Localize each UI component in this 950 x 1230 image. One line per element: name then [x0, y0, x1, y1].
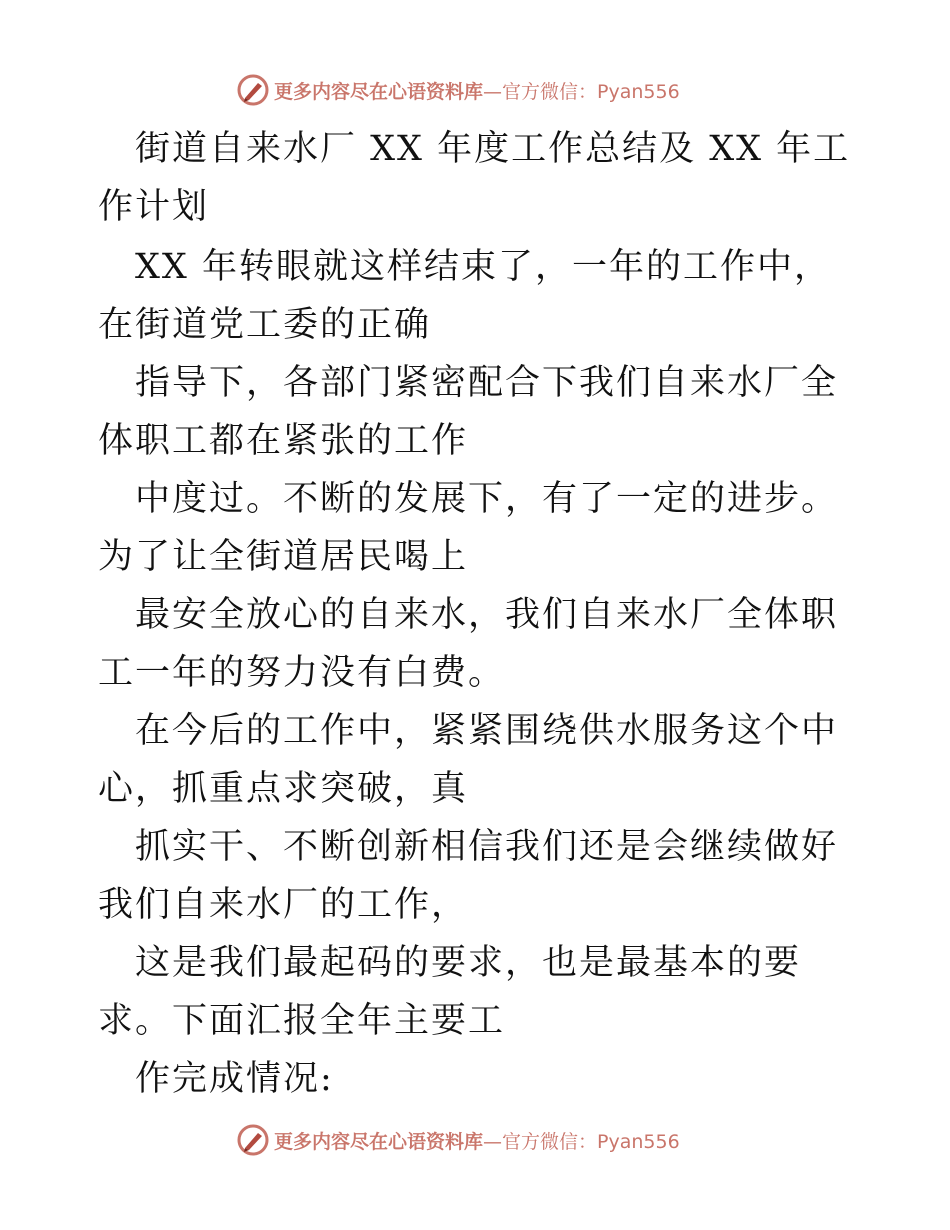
paragraph-2: 指导下，各部门紧密配合下我们自来水厂全体职工都在紧张的工作 [98, 363, 839, 461]
watermark-lead: 更多内容尽在心语资料库 [274, 1130, 484, 1153]
watermark-tail: —官方微信：Pyan556 [483, 80, 680, 103]
paragraph-4: 最安全放心的自来水，我们自来水厂全体职工一年的努力没有白费。 [98, 595, 839, 693]
watermark-text [274, 77, 680, 104]
document-body [98, 120, 858, 1108]
paragraph-7: 这是我们最起码的要求，也是最基本的要求。下面汇报全年主要工 [98, 943, 802, 1041]
footer-watermark-banner [236, 1122, 680, 1158]
watermark-text [274, 1127, 680, 1154]
document-title: 街道自来水厂 XX 年度工作总结及 XX 年工作计划 [98, 129, 851, 227]
watermark-lead: 更多内容尽在心语资料库 [274, 80, 484, 103]
paragraph-8: 作完成情况: [135, 1059, 334, 1099]
paragraph-1: XX 年转眼就这样结束了，一年的工作中，在街道党工委的正确 [98, 247, 831, 345]
pen-logo-icon [236, 73, 270, 107]
pen-logo-icon [236, 1123, 270, 1157]
header-watermark-banner [236, 72, 680, 108]
paragraph-5: 在今后的工作中，紧紧围绕供水服务这个中心，抓重点求突破，真 [98, 711, 839, 809]
watermark-tail: —官方微信：Pyan556 [483, 1130, 680, 1153]
paragraph-3: 中度过。不断的发展下，有了一定的进步。为了让全街道居民喝上 [98, 479, 839, 577]
paragraph-6: 抓实干、不断创新相信我们还是会继续做好我们自来水厂的工作， [98, 827, 839, 925]
